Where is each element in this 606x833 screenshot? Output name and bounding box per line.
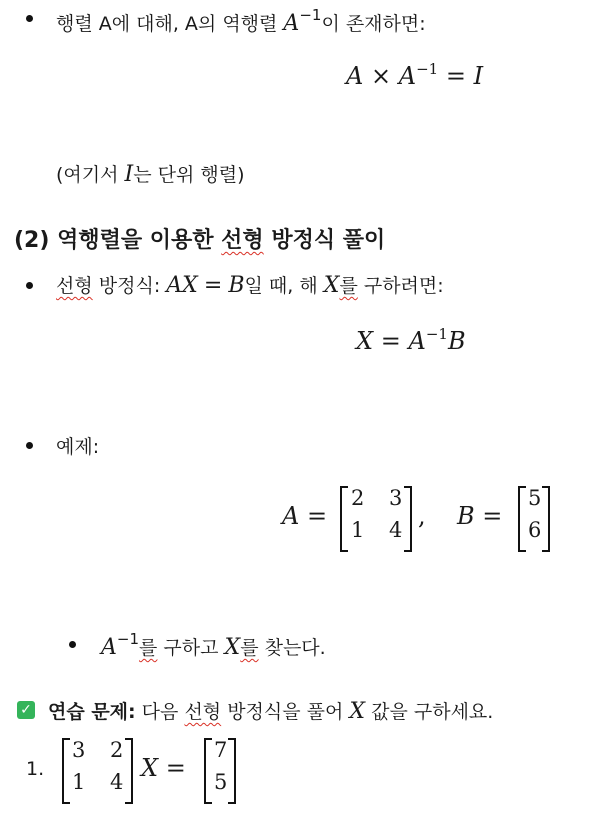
bullet-linear-system: 선형 방정식: AX = B일 때, 해 X를 구하려면: [56,273,444,298]
matrix-a-cell: 1 [351,518,365,542]
equation-inverse-product: $A \times A^{-1} = I$ [346,60,484,90]
equation-solution: $X = A^{-1}B$ [356,325,466,355]
example-label: 예제: [56,436,100,458]
problem-rhs-right-bracket [228,738,236,804]
sub-bullet-dot [69,641,76,648]
matrix-b-left-bracket [518,486,526,552]
bullet-dot [26,15,33,22]
matrix-a-right-bracket [404,486,412,552]
problem-matrix-left-bracket [62,738,70,804]
bullet-dot [26,442,33,449]
matrix-a-label: A = [282,502,328,530]
problem-number: 1. [26,758,45,780]
matrix-b-label: B = [457,502,503,530]
matrix-a-left-bracket [340,486,348,552]
sub-bullet-instruction: $A^{-1}$를 구하고 X를 찾는다. [101,630,326,660]
identity-note: (여기서 I는 단위 행렬) [56,162,245,187]
matrix-a-cell: 4 [389,518,403,542]
checkmark-icon: ✓ [17,701,35,719]
problem-matrix-cell: 4 [110,770,124,794]
problem-matrix-cell: 3 [72,738,86,762]
matrix-b-cell: 5 [528,486,542,510]
bullet-dot [26,282,33,289]
section-heading: (2) 역행렬을 이용한 선형 방정식 풀이 [14,228,386,253]
problem-matrix-right-bracket [125,738,133,804]
problem-rhs-cell: 5 [214,770,228,794]
problem-rhs-cell: 7 [214,738,228,762]
problem-rhs-left-bracket [204,738,212,804]
matrix-a-cell: 2 [351,486,365,510]
matrix-b-cell: 6 [528,518,542,542]
practice-prompt: 연습 문제: 다음 선형 방정식을 풀어 X 값을 구하세요. [48,699,494,724]
bullet-inverse-definition: 행렬 A에 대해, A의 역행렬 $A^{-1}$이 존재하면: [56,6,426,36]
problem-matrix-cell: 1 [72,770,86,794]
matrix-b-right-bracket [542,486,550,552]
problem-matrix-cell: 2 [110,738,124,762]
matrix-a-cell: 3 [389,486,403,510]
problem-equation: X = [141,754,186,782]
matrix-comma: , [418,502,426,530]
